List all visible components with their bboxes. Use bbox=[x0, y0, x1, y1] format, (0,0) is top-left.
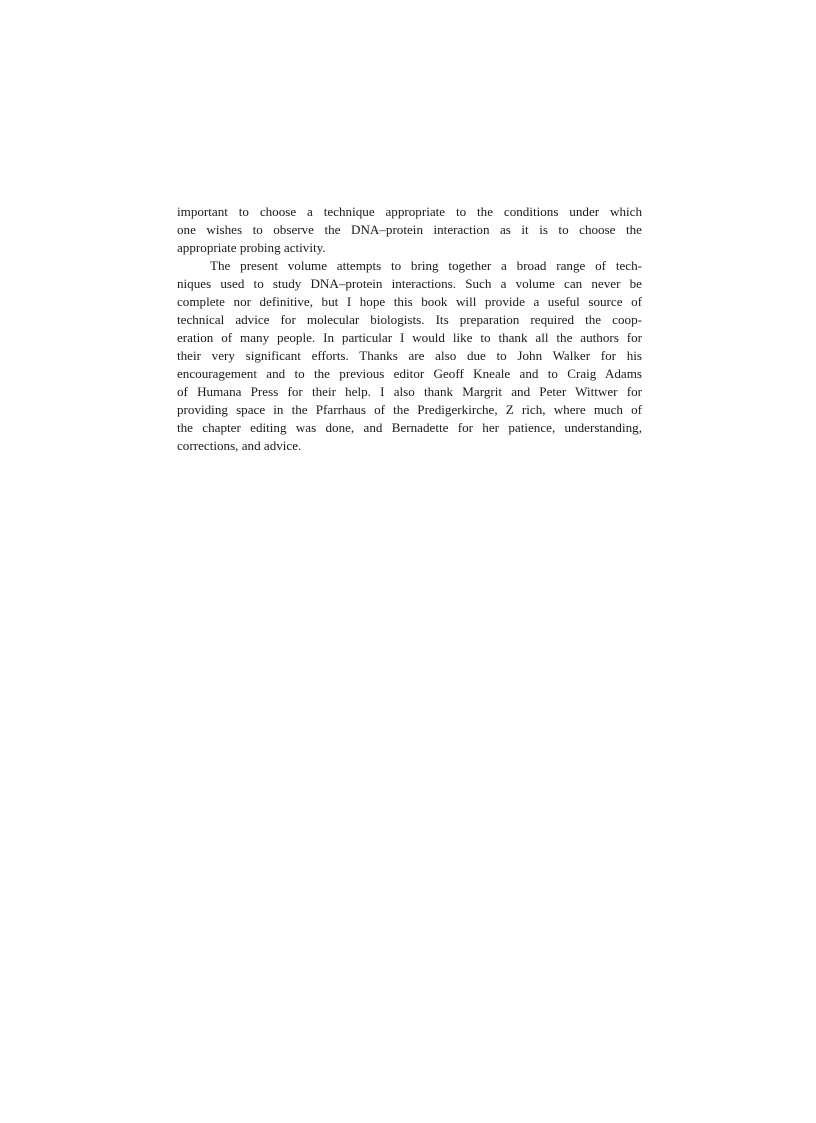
text-line: the chapter editing was done, and Bernadette for her patience, understanding, bbox=[177, 420, 642, 435]
text-line: corrections, and advice. bbox=[177, 438, 302, 453]
text-line: appropriate probing activity. bbox=[177, 240, 326, 255]
text-line: The present volume attempts to bring together a broad range of tech- bbox=[210, 258, 642, 273]
paragraph bbox=[177, 257, 642, 455]
text-line: of Humana Press for their help. I also thank Margrit and Peter Wittwer for bbox=[177, 384, 642, 399]
text-line: technical advice for molecular biologists. Its preparation required the coop- bbox=[177, 312, 642, 327]
text-line: eration of many people. In particular I would like to thank all the authors for bbox=[177, 330, 642, 345]
text-line: complete nor definitive, but I hope this book will provide a useful source of bbox=[177, 294, 642, 309]
paragraph bbox=[177, 203, 642, 257]
text-line: their very significant efforts. Thanks are also due to John Walker for his bbox=[177, 348, 642, 363]
text-line: important to choose a technique appropriate to the conditions under which bbox=[177, 204, 642, 219]
text-line: niques used to study DNA–protein interactions. Such a volume can never be bbox=[177, 276, 642, 291]
body-text bbox=[177, 203, 642, 455]
text-line: providing space in the Pfarrhaus of the Predigerkirche, Z rich, where much of bbox=[177, 402, 642, 417]
text-line: encouragement and to the previous editor Geoff Kneale and to Craig Adams bbox=[177, 366, 642, 381]
text-line: one wishes to observe the DNA–protein interaction as it is to choose the bbox=[177, 222, 642, 237]
